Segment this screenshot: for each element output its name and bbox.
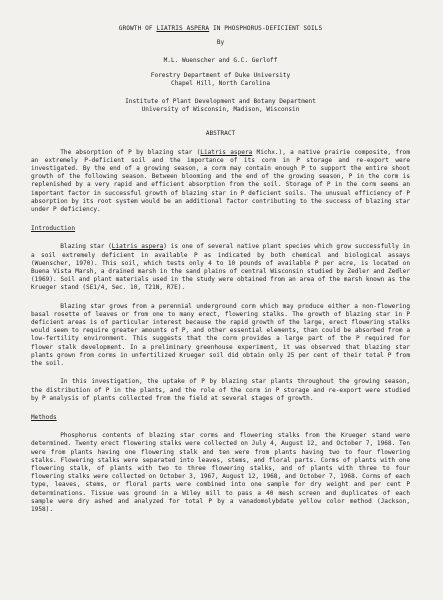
title-prefix: GROWTH OF <box>118 25 157 32</box>
affiliation-1-line-2: Chapel Hill, North Carolina <box>170 79 271 87</box>
abstract-heading: ABSTRACT <box>205 130 236 138</box>
paper-title <box>31 0 410 33</box>
abstract-species: Liatris aspera <box>200 148 253 156</box>
affiliation-2-line-1: Institute of Plant Development and Botany Department <box>125 98 316 106</box>
introduction-heading: Introduction <box>31 225 76 233</box>
intro-p1-before: Blazing star ( <box>60 243 112 251</box>
intro-p1-species: Liatris aspera <box>111 243 164 251</box>
affiliation-2-line-2: University of Wisconsin, Madison, Wisconsin <box>141 106 300 114</box>
abstract-paragraph <box>31 149 410 215</box>
abstract-text-before: The absorption of P by blazing star ( <box>60 148 201 156</box>
affiliation-1 <box>31 72 410 88</box>
authors: M.L. Wuenscher and G.C. Gerloff <box>163 57 278 65</box>
abstract-text-after: Michx.), a native prairie composite, from an extremely P-deficient soil and the importance of its corm in P storage and re-export were investigated. By the end of a growing season, a corm may contain enough P to support the entire shoot growth of the following season. Between blooming and the end of the growing season, P in the corm is replenished by a very rapid and efficient absorption from the soil. Storage of P in the corm seems an important factor in successful growth of blazing star in P deficient soils. The unusual efficiency of P absorption by its root system would be an additional factor contributing to the success of blazing star under P deficiency. <box>31 148 411 214</box>
introduction-paragraph-1 <box>31 243 410 292</box>
affiliation-1-line-1: Forestry Department of Duke University <box>150 71 291 79</box>
title-suffix: IN PHOSPHORUS-DEFICIENT SOILS <box>209 25 323 32</box>
by-line: By <box>216 39 225 47</box>
intro-p1-after: ) is one of several native plant species which grow successfully in a soil extremely deficient in available P as indicated by both chemical and biological assays (Wuenscher, 1970). This soil, which tests only 4 to 10 pounds of available P per acre, is located on Buena Vista Marsh, a drained marsh in the sand plains of central Wisconsin studied by Zedler and Zedler (1969). Soil and plant materials used in the study were obtained from an area of the marsh known as the Krueger stand (SE1/4, Sec. 10, T21N, R7E). <box>31 243 410 292</box>
introduction-paragraph-3: In this investigation, the uptake of P by blazing star plants throughout the growing season, the distribution of P in the plants, and the role of the corm in P storage and re-export were studied by P analysis of plants collected from the field at several stages of growth. <box>31 378 410 402</box>
methods-paragraph-1: Phosphorus contents of blazing star corms and flowering stalks from the Krueger stand were determined. Twenty erect flowering stalks were collected on July 4, August 12, and October 7, 1968. Ten were from plants having one flowering stalk and ten were from plants having two to four flowering stalks. Flowering stalks were separated into leaves, stems, and floral parts. Corms of plants with one flowering stalk, of plants with two to three flowering stalks, and of plants with three to four flowering stalks were collected on October 3, 1967, August 12, 1968, and October 7, 1968. Corms of each type, leaves, stems, or floral parts were combined into one sample for dry weight and per cent P determinations. Tissue was ground in a Wiley mill to pass a 40 mesh screen and duplicates of each sample were dry ashed and analyzed for total P by a vanadomolybdate yellow color method (Jackson, 1958). <box>31 432 410 513</box>
introduction-paragraph-2: Blazing star grows from a perennial underground corm which may produce either a non-flowering basal rosette of leaves or from one to many erect, flowering stalks. The growth of blazing star in P deficient areas is of particular interest because the rapid growth of the large, erect flowering stalks would seem to require greater amounts of P, and other essential elements, than could be absorbed from a low-fertility environment. This suggests that the corm provides a large part of the P required for flower stalk development. In a preliminary greenhouse experiment, it was observed that blazing star plants grown from corms in unfertilized Krueger soil did obtain only 25 per cent of their total P from the soil. <box>31 302 410 368</box>
title-species: LIATRIS ASPERA <box>156 25 210 32</box>
affiliation-2 <box>31 98 410 114</box>
methods-heading: Methods <box>31 413 57 421</box>
